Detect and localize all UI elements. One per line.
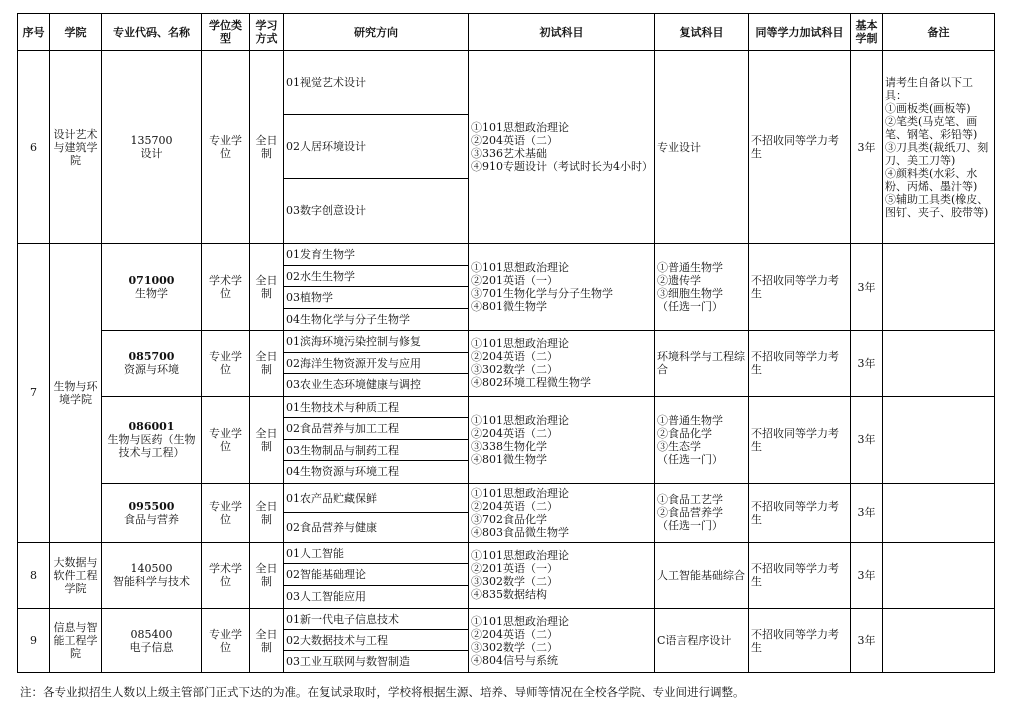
table-row xyxy=(18,244,995,331)
degree-cell: 专业学位 xyxy=(202,51,250,244)
table-row xyxy=(18,396,995,483)
directions-cell xyxy=(284,542,469,608)
years-cell: 3年 xyxy=(851,608,883,673)
exam-cell: ①101思想政治理论 ②204英语（二） ③302数学（二） ④802环境工程微生物学 xyxy=(469,331,655,397)
directions-cell xyxy=(284,331,469,397)
direction-item: 02水生生物学 xyxy=(284,266,468,288)
equiv-cell: 不招收同等学力考生 xyxy=(749,244,851,331)
admissions-table xyxy=(17,13,995,673)
direction-item: 02食品营养与健康 xyxy=(286,520,377,534)
header-major: 专业代码、名称 xyxy=(102,14,202,51)
header-retest: 复试科目 xyxy=(655,14,749,51)
header-remark: 备注 xyxy=(883,14,995,51)
mode-cell: 全日制 xyxy=(250,244,284,331)
exam-cell: ①101思想政治理论 ②204英语（二） ③302数学（二） ④804信号与系统 xyxy=(469,608,655,673)
header-degree: 学位类型 xyxy=(202,14,250,51)
equiv-cell: 不招收同等学力考生 xyxy=(749,483,851,542)
remark-cell xyxy=(883,608,995,673)
footnote: 注：各专业拟招生人数以上级主管部门正式下达的为准。在复试录取时，学校将根据生源、培养、导师等情况在全校各学院、专业间进行调整。 xyxy=(20,685,745,699)
exam-cell: ①101思想政治理论 ②204英语（二） ③702食品化学 ④803食品微生物学 xyxy=(469,483,655,542)
major-cell: 086001 生物与医药（生物技术与工程） xyxy=(102,396,202,483)
direction-item: 01发育生物学 xyxy=(284,244,468,266)
header-row xyxy=(18,14,995,51)
major-cell: 095500 食品与营养 xyxy=(102,483,202,542)
direction-item: 01视觉艺术设计 xyxy=(284,51,468,115)
direction-item: 03植物学 xyxy=(284,287,468,309)
directions-cell xyxy=(284,396,469,483)
remark-cell xyxy=(883,483,995,542)
degree-cell: 专业学位 xyxy=(202,331,250,397)
mode-cell: 全日制 xyxy=(250,608,284,673)
degree-cell: 专业学位 xyxy=(202,608,250,673)
mode-cell: 全日制 xyxy=(250,542,284,608)
college-cell: 大数据与软件工程学院 xyxy=(50,542,102,608)
retest-cell: 环境科学与工程综合 xyxy=(655,331,749,397)
header-years: 基本学制 xyxy=(851,14,883,51)
mode-cell: 全日制 xyxy=(250,483,284,542)
exam-cell: ①101思想政治理论 ②201英语（一） ③302数学（二） ④835数据结构 xyxy=(469,542,655,608)
direction-item: 02海洋生物资源开发与应用 xyxy=(284,353,468,375)
years-cell: 3年 xyxy=(851,542,883,608)
direction-item: 03人工智能应用 xyxy=(286,589,366,603)
exam-cell: ①101思想政治理论 ②204英语（二） ③338生物化学 ④801微生物学 xyxy=(469,396,655,483)
retest-cell: 专业设计 xyxy=(655,51,749,244)
directions-cell xyxy=(284,244,469,331)
remark-cell xyxy=(883,244,995,331)
college-cell: 设计艺术与建筑学院 xyxy=(50,51,102,244)
major-cell: 135700 设计 xyxy=(102,51,202,244)
row-no: 6 xyxy=(18,51,50,244)
direction-item: 02食品营养与加工工程 xyxy=(284,418,468,440)
table-row xyxy=(18,608,995,673)
remark-cell: 请考生自备以下工具： ①画板类(画板等) ②笔类(马克笔、画笔、钢笔、彩铅等) ③刀具类(裁纸刀、刻刀、美工刀等) ④颜料类(水彩、水粉、丙烯、墨汁等) ⑤辅助工具类(橡皮、图钉、夹子、胶带等) xyxy=(883,51,995,244)
equiv-cell: 不招收同等学力考生 xyxy=(749,396,851,483)
retest-cell: ①普通生物学 ②遗传学 ③细胞生物学 （任选一门） xyxy=(655,244,749,331)
exam-cell: ①101思想政治理论 ②201英语（一） ③701生物化学与分子生物学 ④801微生物学 xyxy=(469,244,655,331)
direction-item: 02大数据技术与工程 xyxy=(284,630,468,651)
equiv-cell: 不招收同等学力考生 xyxy=(749,608,851,673)
college-cell: 生物与环境学院 xyxy=(50,244,102,543)
header-no: 序号 xyxy=(18,14,50,51)
years-cell: 3年 xyxy=(851,396,883,483)
header-exam: 初试科目 xyxy=(469,14,655,51)
degree-cell: 学术学位 xyxy=(202,542,250,608)
table-row xyxy=(18,331,995,397)
direction-item: 01人工智能 xyxy=(284,543,468,565)
college-cell: 信息与智能工程学院 xyxy=(50,608,102,673)
years-cell: 3年 xyxy=(851,331,883,397)
directions-cell xyxy=(284,51,469,244)
direction-item: 04生物化学与分子生物学 xyxy=(286,312,410,326)
table-row xyxy=(18,542,995,608)
direction-item: 01农产品贮藏保鲜 xyxy=(284,484,468,513)
direction-item: 01新一代电子信息技术 xyxy=(284,609,468,630)
major-cell: 085700 资源与环境 xyxy=(102,331,202,397)
direction-item: 01滨海环境污染控制与修复 xyxy=(284,331,468,353)
direction-item: 03农业生态环境健康与调控 xyxy=(286,378,421,392)
retest-cell: C语言程序设计 xyxy=(655,608,749,673)
row-no: 8 xyxy=(18,542,50,608)
direction-item: 03生物制品与制药工程 xyxy=(284,440,468,462)
table-row xyxy=(18,51,995,244)
years-cell: 3年 xyxy=(851,244,883,331)
degree-cell: 学术学位 xyxy=(202,244,250,331)
major-cell: 140500 智能科学与技术 xyxy=(102,542,202,608)
directions-cell xyxy=(284,608,469,673)
equiv-cell: 不招收同等学力考生 xyxy=(749,51,851,244)
direction-item: 01生物技术与种质工程 xyxy=(284,397,468,419)
major-cell: 085400 电子信息 xyxy=(102,608,202,673)
mode-cell: 全日制 xyxy=(250,51,284,244)
exam-cell: ①101思想政治理论 ②204英语（二） ③336艺术基础 ④910专题设计（考试时长为4小时） xyxy=(469,51,655,244)
header-equiv: 同等学力加试科目 xyxy=(749,14,851,51)
direction-item: 03数字创意设计 xyxy=(286,204,366,217)
years-cell: 3年 xyxy=(851,51,883,244)
direction-item: 04生物资源与环境工程 xyxy=(286,465,399,479)
degree-cell: 专业学位 xyxy=(202,483,250,542)
mode-cell: 全日制 xyxy=(250,331,284,397)
mode-cell: 全日制 xyxy=(250,396,284,483)
row-no: 9 xyxy=(18,608,50,673)
equiv-cell: 不招收同等学力考生 xyxy=(749,331,851,397)
retest-cell: ①食品工艺学 ②食品营养学 （任选一门） xyxy=(655,483,749,542)
header-mode: 学习方式 xyxy=(250,14,284,51)
row-no: 7 xyxy=(18,244,50,543)
major-cell: 071000 生物学 xyxy=(102,244,202,331)
degree-cell: 专业学位 xyxy=(202,396,250,483)
remark-cell xyxy=(883,396,995,483)
direction-item: 02智能基础理论 xyxy=(284,564,468,586)
directions-cell xyxy=(284,483,469,542)
years-cell: 3年 xyxy=(851,483,883,542)
remark-cell xyxy=(883,542,995,608)
equiv-cell: 不招收同等学力考生 xyxy=(749,542,851,608)
table-row xyxy=(18,483,995,542)
retest-cell: ①普通生物学 ②食品化学 ③生态学 （任选一门） xyxy=(655,396,749,483)
header-college: 学院 xyxy=(50,14,102,51)
direction-item: 03工业互联网与数智制造 xyxy=(286,655,410,669)
header-direction: 研究方向 xyxy=(284,14,469,51)
remark-cell xyxy=(883,331,995,397)
direction-item: 02人居环境设计 xyxy=(284,115,468,179)
retest-cell: 人工智能基础综合 xyxy=(655,542,749,608)
